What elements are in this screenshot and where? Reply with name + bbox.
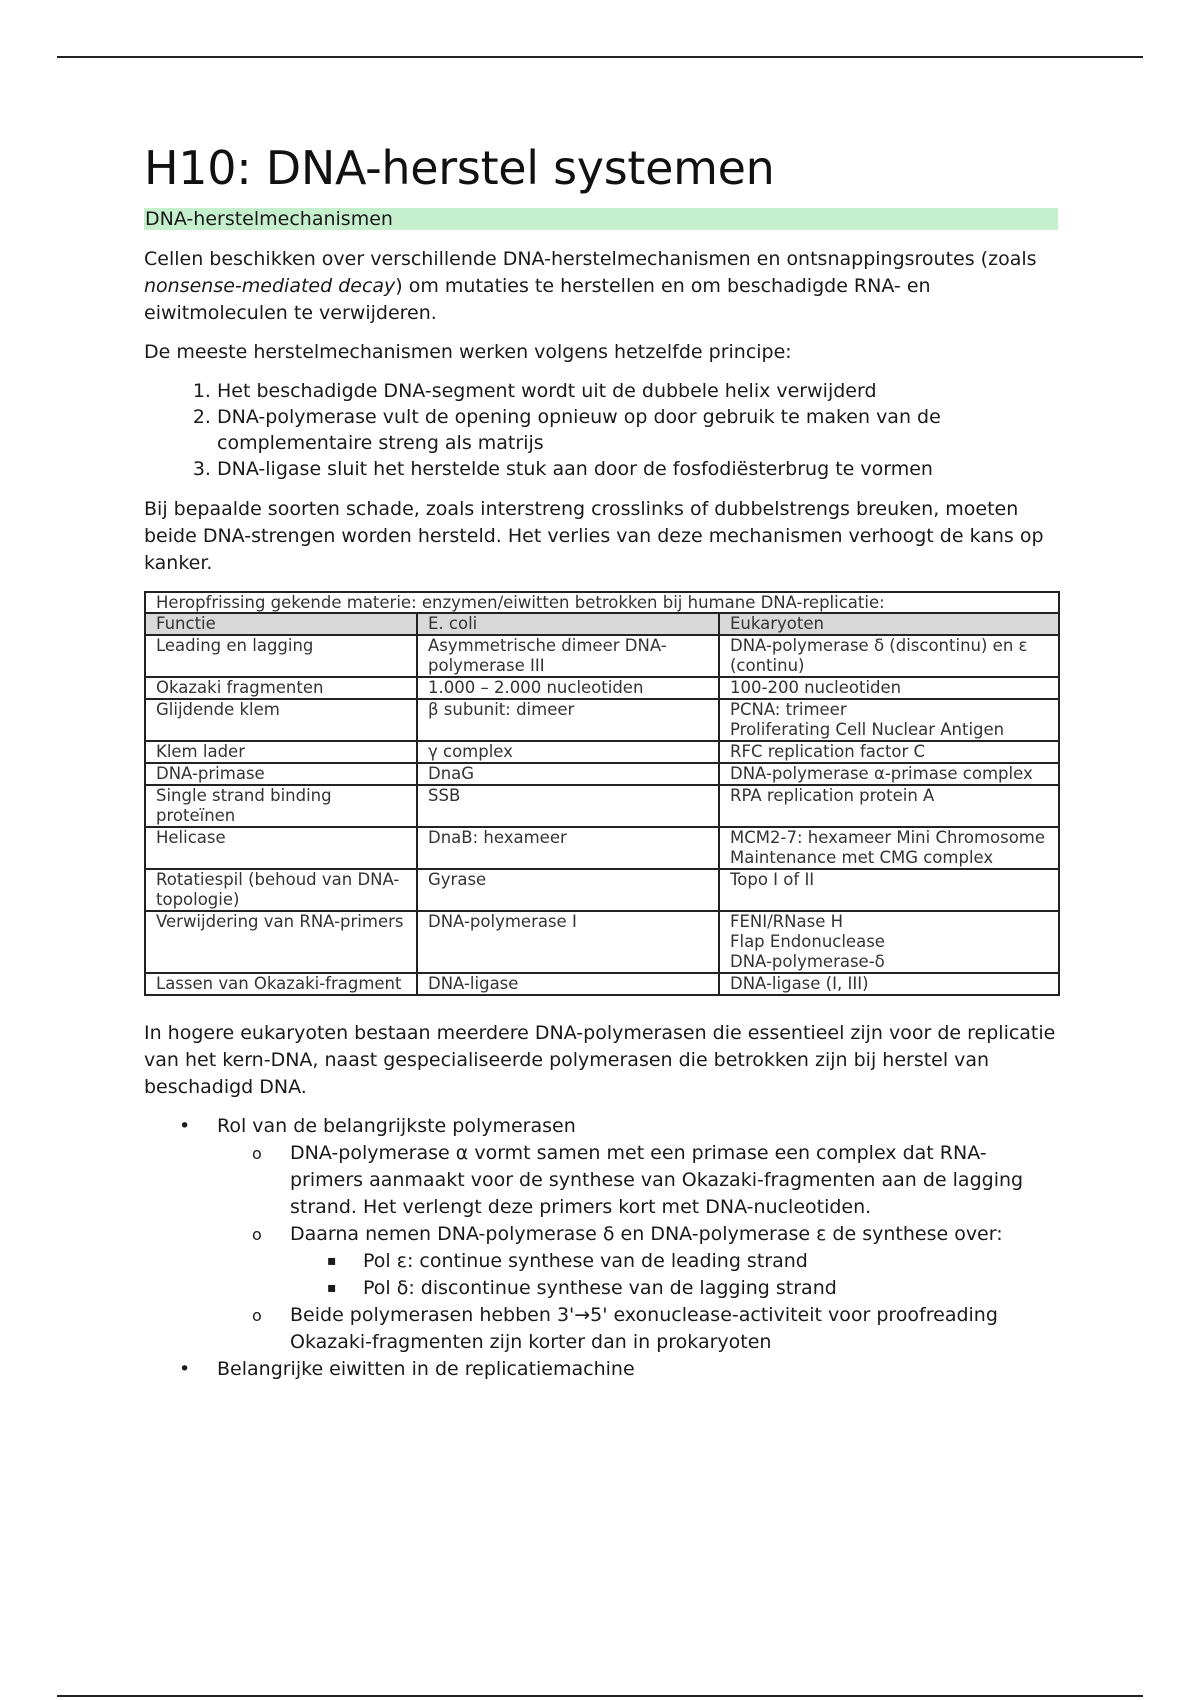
- table-row: [145, 827, 1059, 869]
- polymerase-paragraph: In hogere eukaryoten bestaan meerdere DNA-polymerasen die essentieel zijn voor de replicatie van het kern-DNA, naast gespecialiseerde polymerasen die betrokken zijn bij herstel van beschadigd DNA.: [144, 1022, 1056, 1098]
- table-cell: DNA-polymerase δ (discontinu) en ε (continu): [719, 635, 1059, 677]
- sub-sub-list: [290, 1248, 1058, 1302]
- repair-step: 1. Het beschadigde DNA-segment wordt uit de dubbele helix verwijderd: [217, 378, 1058, 404]
- table-row: [145, 785, 1059, 827]
- table-cell: PCNA: trimeer Proliferating Cell Nuclear Antigen: [719, 699, 1059, 741]
- principle-intro: De meeste herstelmechanismen werken volgens hetzelfde principe:: [144, 341, 792, 363]
- table-cell: DNA-ligase (I, III): [719, 973, 1059, 995]
- table-cell: DNA-polymerase α-primase complex: [719, 763, 1059, 785]
- table-cell: RFC replication factor C: [719, 741, 1059, 763]
- table-cell: FENI/RNase H Flap Endonuclease DNA-polymerase-δ: [719, 911, 1059, 973]
- repair-step: 3. DNA-ligase sluit het herstelde stuk aan door de fosfodiësterbrug te vormen: [217, 456, 1058, 482]
- table-cell: SSB: [417, 785, 719, 827]
- list-item: o DNA-polymerase α vormt samen met een primase een complex dat RNA-primers aanmaakt voor de synthese van Okazaki-fragmenten aan de lagging strand. Het verlengt deze primers kort met DNA-nucleotiden.: [290, 1140, 1058, 1221]
- table-cell: DnaB: hexameer: [417, 827, 719, 869]
- intro-paragraph: Cellen beschikken over verschillende DNA-herstelmechanismen en ontsnappingsroutes (zoals nonsense-mediated decay) om mutaties te herstellen en om beschadigde RNA- en eiwitmoleculen te verwijderen.: [144, 248, 1037, 324]
- table-header-row: [145, 613, 1059, 635]
- table-cell: β subunit: dimeer: [417, 699, 719, 741]
- sub-list: [217, 1140, 1058, 1356]
- intro-italic-term: nonsense-mediated decay: [144, 275, 396, 297]
- table-row: [145, 869, 1059, 911]
- repair-step: 2. DNA-polymerase vult de opening opnieuw op door gebruik te maken van de complementaire streng als matrijs: [217, 404, 1058, 456]
- list-item: ▪ Pol ε: continue synthese van de leading strand: [363, 1248, 1058, 1275]
- table-cell: DnaG: [417, 763, 719, 785]
- column-header-eukaryoten: Eukaryoten: [719, 613, 1059, 635]
- table-cell: Leading en lagging: [145, 635, 417, 677]
- table-cell: Single strand binding proteïnen: [145, 785, 417, 827]
- page-bottom-rule: [57, 1695, 1143, 1697]
- table-cell: 100-200 nucleotiden: [719, 677, 1059, 699]
- table-cell: Verwijdering van RNA-primers: [145, 911, 417, 973]
- page-title: H10: DNA-herstel systemen: [144, 141, 775, 195]
- polymerase-bullet-list: [144, 1113, 1058, 1383]
- list-item: o Beide polymerasen hebben 3'→5' exonuclease-activiteit voor proofreading Okazaki-fragmenten zijn korter dan in prokaryoten: [290, 1302, 1058, 1356]
- table-cell: RPA replication protein A: [719, 785, 1059, 827]
- damage-paragraph: Bij bepaalde soorten schade, zoals interstreng crosslinks of dubbelstrengs breuken, moeten beide DNA-strengen worden hersteld. Het verlies van deze mechanismen verhoogt de kans op kanker.: [144, 498, 1044, 574]
- list-item: • Belangrijke eiwitten in de replicatiemachine: [217, 1356, 1058, 1383]
- table-row: [145, 741, 1059, 763]
- table-caption-row: [145, 592, 1059, 613]
- table-cell: Asymmetrische dimeer DNA-polymerase III: [417, 635, 719, 677]
- table-caption: Heropfrissing gekende materie: enzymen/eiwitten betrokken bij humane DNA-replicatie:: [145, 592, 1059, 613]
- table-cell: DNA-polymerase I: [417, 911, 719, 973]
- table-row: [145, 973, 1059, 995]
- table-cell: 1.000 – 2.000 nucleotiden: [417, 677, 719, 699]
- table-cell: DNA-ligase: [417, 973, 719, 995]
- table-cell: Glijdende klem: [145, 699, 417, 741]
- table-cell: Lassen van Okazaki-fragment: [145, 973, 417, 995]
- section-heading: DNA-herstelmechanismen: [144, 208, 1058, 230]
- column-header-functie: Functie: [145, 613, 417, 635]
- table-row: [145, 635, 1059, 677]
- list-item: o Daarna nemen DNA-polymerase δ en DNA-polymerase ε de synthese over: ▪ Pol ε: continue synthese van de leading strand ▪ Pol δ: discontinue synthese van de lagging strand: [290, 1221, 1058, 1302]
- table-cell: Rotatiespil (behoud van DNA-topologie): [145, 869, 417, 911]
- table-cell: Topo I of II: [719, 869, 1059, 911]
- column-header-ecoli: E. coli: [417, 613, 719, 635]
- table-cell: γ complex: [417, 741, 719, 763]
- table-cell: Okazaki fragmenten: [145, 677, 417, 699]
- table-cell: Helicase: [145, 827, 417, 869]
- table-row: [145, 677, 1059, 699]
- document-body: [144, 138, 1058, 1383]
- list-item: ▪ Pol δ: discontinue synthese van de lagging strand: [363, 1275, 1058, 1302]
- replication-table: [144, 591, 1060, 996]
- table-row: [145, 763, 1059, 785]
- table-cell: Klem lader: [145, 741, 417, 763]
- table-row: [145, 911, 1059, 973]
- table-row: [145, 699, 1059, 741]
- repair-steps-list: [144, 378, 1058, 482]
- table-cell: MCM2-7: hexameer Mini Chromosome Maintenance met CMG complex: [719, 827, 1059, 869]
- list-item: • Rol van de belangrijkste polymerasen o DNA-polymerase α vormt samen met een primase een complex dat RNA-primers aanmaakt voor de synthese van Okazaki-fragmenten aan de lagging strand. Het verlengt deze primers kort met DNA-nucleotiden. o Daarna nemen DNA-polymerase δ en DNA-polymerase ε de synthese over: ▪ Pol ε: continue synthese van de leading strand ▪ Pol δ: discontinue synthese van de lagging strand o Beide polymerasen hebben 3'→5' exonuclease-activiteit voor proofreading Okazaki-fragmenten zijn korter dan in prokaryoten: [217, 1113, 1058, 1356]
- page-top-rule: [57, 56, 1143, 58]
- table-cell: DNA-primase: [145, 763, 417, 785]
- table-cell: Gyrase: [417, 869, 719, 911]
